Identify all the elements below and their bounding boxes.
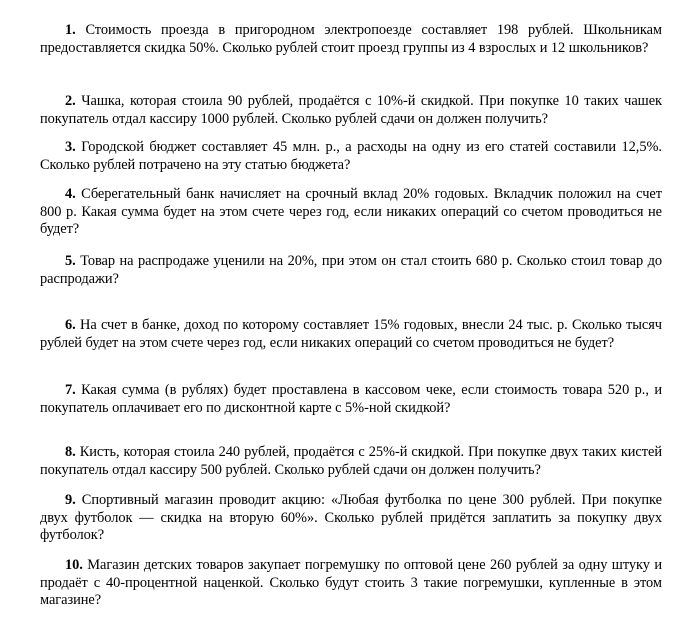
problem-number: 10. <box>65 557 83 573</box>
problem-text: Товар на распродаже уценили на 20%, при этом он стал стоить 680 р. Сколько стоил товар до распродажи? <box>40 253 662 287</box>
problem-6 <box>40 317 662 352</box>
problem-4 <box>40 186 662 239</box>
problem-number: 2. <box>65 93 76 109</box>
problem-number: 1. <box>65 22 76 38</box>
problem-text: Городской бюджет составляет 45 млн. р., а расходы на одну из его статей составили 12,5%. Сколько рублей потрачено на эту статью бюджета? <box>40 139 662 173</box>
problem-text: На счет в банке, доход по которому составляет 15% годовых, внесли 24 тыс. р. Сколько тысяч рублей будет на этом счете через год, если никаких операций со счетом проводиться не будет? <box>40 317 662 351</box>
problem-2 <box>40 93 662 128</box>
problem-text: Стоимость проезда в пригородном электропоезде составляет 198 рублей. Школьникам предоставляется скидка 50%. Сколько рублей стоит проезд группы из 4 взрослых и 12 школьников? <box>40 22 662 56</box>
problem-text: Какая сумма (в рублях) будет проставлена в кассовом чеке, если стоимость товара 520 р., и покупатель оплачивает его по дисконтной карте с 5%-ной скидкой? <box>40 382 662 416</box>
problem-text: Спортивный магазин проводит акцию: «Любая футболка по цене 300 рублей. При покупке двух футболок — скидка на вторую 60%». Сколько рублей придётся заплатить за покупку двух футболок? <box>40 492 662 544</box>
problem-number: 6. <box>65 317 76 333</box>
problem-text: Чашка, которая стоила 90 рублей, продаётся с 10%-й скидкой. При покупке 10 таких чашек покупатель отдал кассиру 1000 рублей. Сколько рублей сдачи он должен получить? <box>40 93 662 127</box>
problem-number: 9. <box>65 492 76 508</box>
problem-1 <box>40 22 662 57</box>
problem-list <box>40 0 662 640</box>
problem-number: 8. <box>65 444 76 460</box>
problem-7 <box>40 382 662 417</box>
problem-number: 7. <box>65 382 76 398</box>
problem-text: Кисть, которая стоила 240 рублей, продаётся с 25%-й скидкой. При покупке двух таких кистей покупатель отдал кассиру 500 рублей. Сколько рублей сдачи он должен получить? <box>40 444 662 478</box>
problem-number: 5. <box>65 253 76 269</box>
problem-number: 4. <box>65 186 76 202</box>
problem-8 <box>40 444 662 479</box>
problem-9 <box>40 492 662 545</box>
problem-5 <box>40 253 662 288</box>
problem-10 <box>40 557 662 610</box>
problem-text: Магазин детских товаров закупает погремушку по оптовой цене 260 рублей за одну штуку и продаёт с 40-процентной наценкой. Сколько будут стоить 3 такие погремушки, купленные в этом магазине? <box>40 557 662 609</box>
problem-text: Сберегательный банк начисляет на срочный вклад 20% годовых. Вкладчик положил на счет 800 р. Какая сумма будет на этом счете через год, если никаких операций со счетом проводиться не будет? <box>40 186 662 238</box>
problem-number: 3. <box>65 139 76 155</box>
problem-3 <box>40 139 662 174</box>
